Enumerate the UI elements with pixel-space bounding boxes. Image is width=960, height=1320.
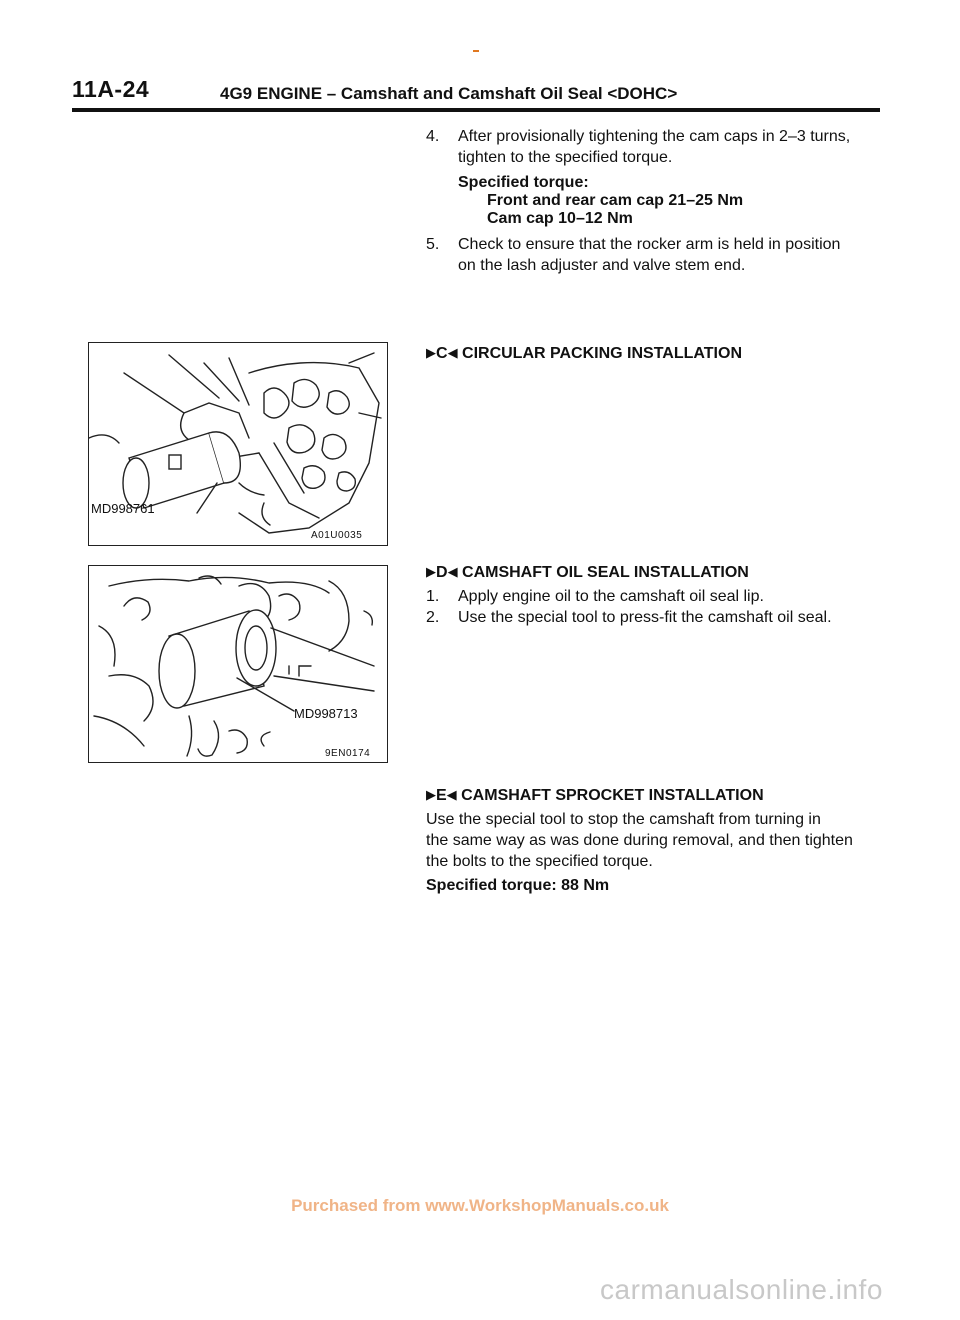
section-e-letter: E	[436, 787, 447, 804]
right-triangle-icon: ▶	[426, 345, 436, 360]
figure-circular-packing-tool	[88, 342, 388, 546]
figure-2-illustration	[89, 566, 387, 762]
section-d-step-2	[426, 607, 832, 628]
top-dash-mark	[473, 50, 479, 52]
section-d-step-2-number: 2.	[426, 609, 440, 626]
section-d-step-1-text: Apply engine oil to the camshaft oil seal lip.	[458, 588, 764, 605]
figure-1-id: A01U0035	[311, 530, 363, 541]
section-d-step-2-text: Use the special tool to press-fit the camshaft oil seal.	[458, 609, 832, 626]
footer-site-mark: carmanualsonline.info	[600, 1274, 883, 1305]
page-title: 4G9 ENGINE – Camshaft and Camshaft Oil Seal <DOHC>	[220, 84, 678, 103]
section-d-title: CAMSHAFT OIL SEAL INSTALLATION	[462, 564, 749, 581]
step-5-line-1: Check to ensure that the rocker arm is held in position	[458, 236, 841, 253]
figure-1-tool-label: MD998761	[91, 501, 155, 516]
section-e-line-2: the same way as was done during removal, and then tighten	[426, 832, 853, 849]
step-4-number: 4.	[426, 128, 440, 145]
torque-front-rear: Front and rear cam cap 21–25 Nm	[487, 192, 744, 209]
section-c-letter: C	[436, 345, 448, 362]
step-4	[426, 126, 850, 147]
right-triangle-icon: ▶	[426, 564, 436, 579]
left-triangle-icon: ◀	[447, 564, 458, 579]
purchase-watermark: Purchased from www.WorkshopManuals.co.uk	[291, 1196, 669, 1215]
torque-cam-cap: Cam cap 10–12 Nm	[487, 210, 633, 227]
page-number: 11A-24	[72, 76, 150, 102]
torque-spec-label: Specified torque:	[458, 174, 589, 191]
section-e-line-1: Use the special tool to stop the camshaft from turning in	[426, 811, 821, 828]
section-d-letter: D	[436, 564, 448, 581]
section-d-heading	[426, 564, 749, 582]
left-triangle-icon: ◀	[446, 787, 457, 802]
header-rule	[72, 108, 880, 112]
step-4-line-1: After provisionally tightening the cam caps in 2–3 turns,	[458, 128, 851, 145]
section-e-torque: Specified torque: 88 Nm	[426, 877, 610, 894]
step-5	[426, 234, 840, 255]
section-e-heading	[426, 787, 764, 805]
section-c-heading	[426, 345, 742, 363]
section-e-line-3: the bolts to the specified torque.	[426, 853, 653, 870]
step-5-number: 5.	[426, 236, 440, 253]
section-d-step-1-number: 1.	[426, 588, 440, 605]
left-triangle-icon: ◀	[447, 345, 458, 360]
section-c-title: CIRCULAR PACKING INSTALLATION	[462, 345, 742, 362]
step-5-line-2: on the lash adjuster and valve stem end.	[458, 257, 746, 274]
figure-camshaft-oil-seal-tool	[88, 565, 388, 763]
section-e-title: CAMSHAFT SPROCKET INSTALLATION	[461, 787, 764, 804]
figure-2-tool-label: MD998713	[294, 706, 358, 721]
figure-2-id: 9EN0174	[325, 748, 371, 759]
step-4-line-2: tighten to the specified torque.	[458, 149, 673, 166]
right-triangle-icon: ▶	[426, 787, 436, 802]
section-d-step-1	[426, 586, 764, 607]
